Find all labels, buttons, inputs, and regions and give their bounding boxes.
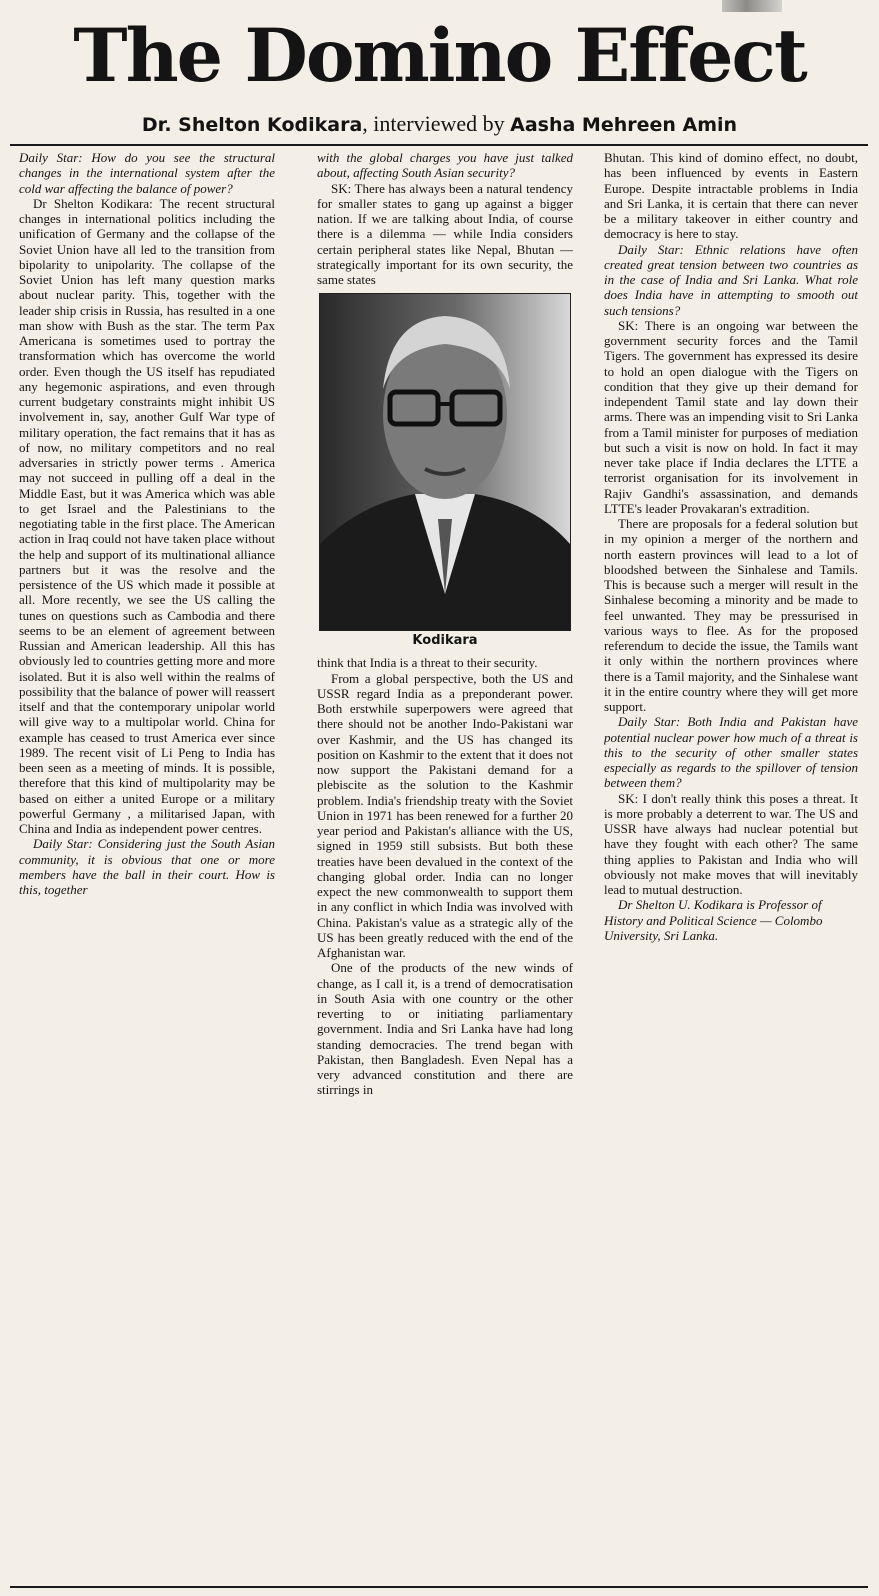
- paragraph: Daily Star: Considering just the South Asian community, it is obvious that one or more members have the ball in their court. How is this, together: [19, 836, 275, 897]
- paragraph: One of the products of the new winds of change, as I call it, is a trend of democratisation in South Asia with one country or the other reverting to or initiating parliamentary government. India and Sri Lanka have had long standing democracies. The trend began with Pakistan, then Bangladesh. Even Nepal has a very advanced constitution and there are stirrings in: [317, 960, 573, 1098]
- paragraph: with the global charges you have just talked about, affecting South Asian security?: [317, 150, 573, 181]
- paragraph: From a global perspective, both the US and USSR regard India as a preponderant power. Both erstwhile superpowers were agreed that there should not be another Indo-Pakistani war over Kashmir, and the US has changed its position on Kashmir to the extent that it does not now support the Pakistani demand for a plebiscite as the solution to the Kashmir problem. India's friendship treaty with the Soviet Union in 1971 has been renewed for a further 20 year period and Pakistan's alliance with the US, signed in 1959 still subsists. But both these treaties have been devalued in the context of the changing global order. India can no longer expect the new commonwealth to support them in any conflict in which India was involved with China. Pakistan's value as a strategic ally of the US has been greatly reduced with the end of the Afghanistan war.: [317, 670, 573, 960]
- paragraph: Dr Shelton Kodikara: The recent structural changes in international politics including the unification of Germany and the collapse of the Soviet Union have all led to the transition from bipolarity to unipolarity. The collapse of the Soviet Union has left many question marks about nuclear parity. This, together with the leader ship crisis in Russia, has resulted in a one man show with Bush as the star. The term Pax Americana is sometimes used to portray the transformation which has overcome the world order. Even though the US itself has repudiated any hegemonic aspirations, and even through current budgetary constraints might inhibit US involvement in, say, another Gulf War type of military operation, the fact remains that it has as of now, no military competitors and no real adversaries in strictly power terms . America may not succeed in pulling off a deal in the Middle East, but it was America which was able to get Israel and the Palestinians to the negotiating table in the first place. The American action in Iraq could not have taken place without the help and support of its multinational alliance partners but it was the resolve and the persistence of the US which made it possible at all. More recently, we see the US calling the tunes on questions such as Cambodia and there seems to be an element of agreement between Russian and American leadership. All this has obviously led to countries getting more and more isolated. But it is also well within the realms of possibility that the balance of power will reassert itself and that the contemporary unipolar world will give way to a multipolar world. China for example has ceased to trust America ever since 1989. The recent visit of Li Peng to India has been seen as a meeting of minds. It is possible, therefore that this kind of multipolarity may be based on either a united Europe or a military powerful Germany , a militarised Japan, with China and India as independent power centres.: [19, 195, 275, 836]
- author-bio: Dr Shelton U. Kodikara is Professor of History and Political Science — Colombo University, Sri Lanka.: [604, 897, 823, 943]
- paragraph: Bhutan. This kind of domino effect, no doubt, has been influenced by events in Eastern Europe. Despite intractable problems in India and Sri Lanka, it is certain that there can never be a military takeover in either country and democracy is here to stay.: [604, 150, 858, 242]
- bottom-rule: [10, 1586, 868, 1588]
- photo-caption: Kodikara: [412, 633, 478, 649]
- portrait-photo: [319, 293, 571, 631]
- paragraph: Daily Star: Ethnic relations have often created great tension between two countries as in the case of India and Sri Lanka. What role does India have in attempting to smooth out such tensions?: [604, 241, 858, 318]
- byline-connector: , interviewed by: [362, 111, 511, 136]
- paragraph: SK: I don't really think this poses a threat. It is more probably a deterrent to war. The US and USSR have always had nuclear potential but have they fought with each other? The same thing applies to Pakistan and India who will obviously not make moves that will inevitably lead to mutual destruction.: [604, 790, 858, 897]
- headline: The Domino Effect: [73, 13, 806, 99]
- paragraph: SK: There has always been a natural tendency for smaller states to gang up against a bigger nation. If we are talking about India, of course there is a dilemma — while India considers certain peripheral states like Nepal, Bhutan — strategically important for its own security, the same states: [317, 180, 573, 287]
- column-1: [19, 150, 275, 1582]
- paragraph: Daily Star: Both India and Pakistan have potential nuclear power how much of a threat is this to the security of other smaller states especially as regards to the spillover of tension between them?: [604, 714, 858, 791]
- paragraph: think that India is a threat to their security.: [317, 655, 538, 671]
- paragraph: There are proposals for a federal solution but in my opinion a merger of the northern and north eastern provinces will lead to a lot of bloodshed between the Sinhalese and Tamils. This is because such a merger will result in the Sinhalese becoming a minority and be made to feel unwanted. They may be pressurised in various ways to flee. As for the proposed referendum to decide the issue, the Tamils want it only within the northern provinces where there is a Tamil majority, and the Sinhalese want it in the entire country where they will get more support.: [604, 516, 858, 714]
- paragraph: SK: There is an ongoing war between the government security forces and the Tamil Tigers. The government has expressed its desire to hold an open dialogue with the Tigers on condition that they give up their demand for independent Tamil state and lay down their arms. There was an impending visit to Sri Lanka from a Tamil minister for purposes of mediation but such a visit is now on hold. In fact it may never take place if India declares the LTTE a terrorist organisation for its involvement in Rajiv Gandhi's assassination, and demands LTTE's leader Provakaran's extradition.: [604, 317, 858, 516]
- scan-artifact: [722, 0, 782, 12]
- portrait-figure: [317, 293, 573, 651]
- byline: [0, 109, 879, 140]
- column-3: [604, 150, 858, 1582]
- column-2: [317, 150, 573, 1582]
- paragraph: Daily Star: How do you see the structural changes in the international system after the cold war affecting the balance of power?: [19, 150, 275, 196]
- top-rule: [10, 144, 868, 146]
- byline-interviewee: Dr. Shelton Kodikara: [141, 114, 363, 136]
- byline-interviewer: Aasha Mehreen Amin: [510, 114, 738, 136]
